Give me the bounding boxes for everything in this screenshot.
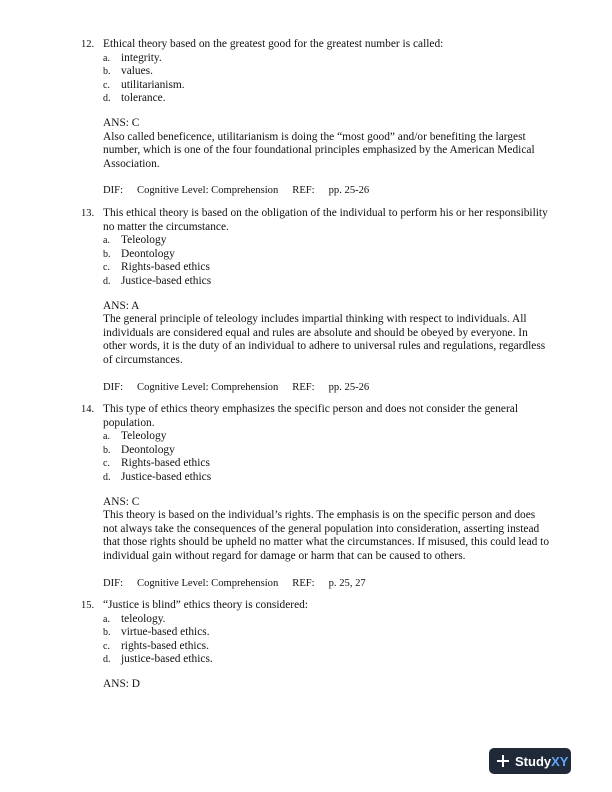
option-a	[103, 430, 551, 444]
option-text: values.	[121, 65, 153, 78]
ref-label: REF:	[292, 185, 315, 197]
option-d	[103, 653, 551, 667]
studyxy-badge[interactable]	[489, 748, 571, 774]
option-letter: c.	[103, 79, 110, 91]
question-14	[81, 403, 551, 590]
question-stem: “Justice is blind” ethics theory is considered:	[103, 599, 308, 611]
answer-key: ANS: C	[103, 495, 140, 508]
question-number: 12.	[81, 39, 95, 50]
ref-label: REF:	[292, 577, 315, 589]
dif-label: DIF:	[103, 381, 124, 393]
answer-key: ANS: A	[103, 299, 140, 312]
rationale: This theory is based on the individual’s rights. The emphasis is on the specific person and does not always take the consequences of the general population into consideration, asserting instead that those rights should be upheld no matter what the circumstances. If misused, this could lead to individual gain without regard for damage or harm that can be caused to others.	[103, 509, 550, 562]
option-text: rights-based ethics.	[121, 639, 209, 652]
option-text: Justice-based ethics	[121, 274, 212, 287]
option-letter: b.	[103, 444, 111, 456]
page-reference: pp. 25-26	[328, 381, 370, 393]
question-15	[81, 599, 551, 692]
option-d	[103, 471, 551, 485]
option-letter: a.	[103, 431, 110, 443]
option-text: teleology.	[121, 612, 166, 625]
option-c	[103, 640, 551, 654]
option-b	[103, 626, 551, 640]
cognitive-level: Cognitive Level: Comprehension	[137, 577, 279, 589]
option-letter: b.	[103, 627, 111, 639]
option-c	[103, 457, 551, 471]
option-c	[103, 261, 551, 275]
ref-label: REF:	[292, 381, 315, 393]
option-text: Deontology	[121, 443, 175, 456]
option-b	[103, 248, 551, 262]
option-text: tolerance.	[121, 92, 166, 105]
answer-key: ANS: D	[103, 677, 141, 690]
question-stem: Ethical theory based on the greatest good for the greatest number is called:	[103, 38, 444, 50]
answer-key: ANS: C	[103, 116, 140, 129]
option-text: utilitarianism.	[121, 78, 185, 91]
option-letter: b.	[103, 248, 111, 260]
option-b	[103, 65, 551, 79]
option-list	[103, 613, 551, 667]
option-b	[103, 444, 551, 458]
option-text: Justice-based ethics	[121, 470, 212, 483]
option-text: virtue-based ethics.	[121, 626, 210, 639]
option-letter: d.	[103, 471, 111, 483]
option-letter: a.	[103, 52, 110, 64]
plus-icon	[497, 755, 509, 767]
question-13	[81, 207, 551, 394]
question-12	[81, 38, 551, 198]
option-text: integrity.	[121, 51, 162, 64]
question-stem: This type of ethics theory emphasizes the specific person and does not consider the general population.	[103, 403, 518, 429]
option-letter: c.	[103, 262, 110, 274]
cognitive-level: Cognitive Level: Comprehension	[137, 381, 279, 393]
option-text: Rights-based ethics	[121, 261, 210, 274]
option-list	[103, 234, 551, 288]
option-list	[103, 430, 551, 484]
option-letter: d.	[103, 654, 111, 666]
option-letter: a.	[103, 613, 110, 625]
rationale: Also called beneficence, utilitarianism is doing the “most good” and/or benefiting the largest number, which is one of the four foundational principles emphasized by the American Medical Association.	[103, 130, 535, 170]
option-letter: a.	[103, 235, 110, 247]
dif-label: DIF:	[103, 185, 124, 197]
option-a	[103, 234, 551, 248]
question-number: 13.	[81, 208, 95, 219]
option-letter: d.	[103, 275, 111, 287]
option-d	[103, 275, 551, 289]
question-number: 15.	[81, 600, 95, 611]
option-letter: c.	[103, 640, 110, 652]
option-text: justice-based ethics.	[121, 653, 213, 666]
option-c	[103, 79, 551, 93]
cognitive-level: Cognitive Level: Comprehension	[137, 185, 279, 197]
question-number: 14.	[81, 404, 95, 415]
option-text: Teleology	[121, 234, 167, 247]
dif-label: DIF:	[103, 577, 124, 589]
option-list	[103, 52, 551, 106]
question-metadata	[103, 184, 551, 198]
question-stem: This ethical theory is based on the obligation of the individual to perform his or her responsibility no matter the circumstance.	[103, 207, 548, 233]
option-text: Rights-based ethics	[121, 457, 210, 470]
option-d	[103, 92, 551, 106]
option-text: Deontology	[121, 247, 175, 260]
option-a	[103, 613, 551, 627]
question-metadata	[103, 381, 551, 395]
option-letter: d.	[103, 93, 111, 105]
option-a	[103, 52, 551, 66]
page-reference: pp. 25-26	[328, 185, 370, 197]
rationale: The general principle of teleology includes impartial thinking with respect to individuals. All individuals are considered equal and rules are absolute and should be obeyed by everyone. In other words, it is the duty of an individual to adhere to universal rules and regulations, regardless of circumstances.	[103, 313, 546, 366]
option-letter: c.	[103, 458, 110, 470]
brand-accent: XY	[551, 753, 569, 769]
brand-name: Study	[515, 753, 552, 769]
page-reference: p. 25, 27	[328, 577, 366, 589]
question-metadata	[103, 577, 551, 591]
option-text: Teleology	[121, 430, 167, 443]
option-letter: b.	[103, 66, 111, 78]
